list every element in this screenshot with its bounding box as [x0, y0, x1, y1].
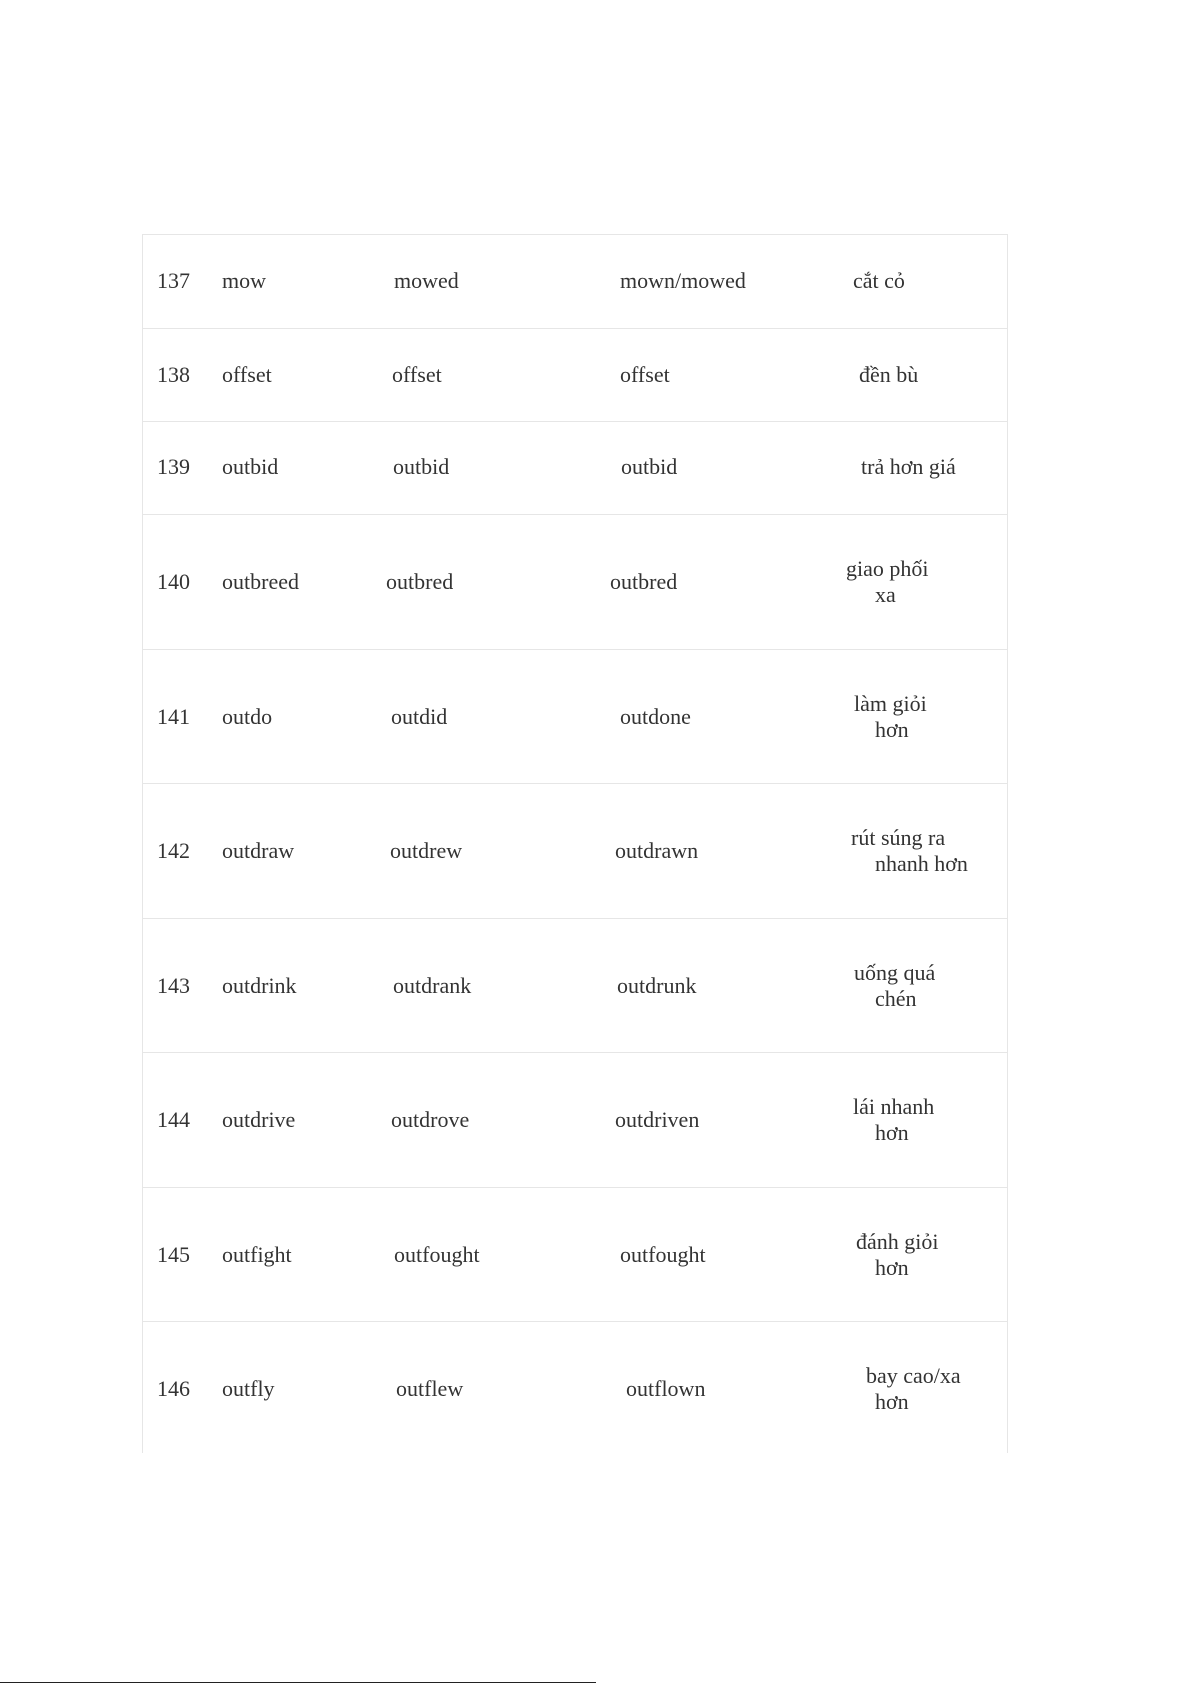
irregular-verbs-table	[142, 234, 1008, 1453]
table-row	[143, 919, 1007, 1053]
past-participle: outflown	[626, 1376, 706, 1401]
meaning-line: hơn	[875, 1389, 909, 1414]
meaning-line: uống quá	[854, 960, 936, 985]
table-row	[143, 1322, 1007, 1453]
row-number: 141	[157, 704, 190, 729]
meaning-line: xa	[875, 582, 896, 607]
base-form: outbreed	[222, 569, 299, 594]
row-number: 139	[157, 454, 190, 479]
meaning-line: hơn	[875, 717, 909, 742]
past-participle: outbid	[621, 454, 678, 479]
past-simple: outdrank	[393, 973, 472, 998]
row-number: 144	[157, 1107, 190, 1132]
base-form: outfight	[222, 1242, 292, 1267]
base-form: outdrink	[222, 973, 297, 998]
base-form: mow	[222, 268, 266, 293]
row-number: 140	[157, 569, 190, 594]
meaning	[856, 1229, 1026, 1281]
row-number: 142	[157, 838, 190, 863]
row-number: 146	[157, 1376, 190, 1401]
base-form: outfly	[222, 1376, 275, 1401]
past-simple: mowed	[394, 268, 459, 293]
meaning-line: lái nhanh	[853, 1094, 935, 1119]
base-form: outbid	[222, 454, 279, 479]
base-form: outdrive	[222, 1107, 296, 1132]
row-number: 137	[157, 268, 190, 293]
past-simple: outdrew	[390, 838, 463, 863]
meaning	[854, 960, 1024, 1012]
row-number: 145	[157, 1242, 190, 1267]
past-simple: outflew	[396, 1376, 464, 1401]
meaning	[846, 556, 1016, 608]
past-simple: outbid	[393, 454, 450, 479]
meaning-line: giao phối	[846, 556, 929, 581]
meaning-line: bay cao/xa	[866, 1363, 961, 1388]
meaning-line: hơn	[875, 1120, 909, 1145]
past-participle: outdriven	[615, 1107, 700, 1132]
past-participle: outfought	[620, 1242, 706, 1267]
meaning-line: trả hơn giá	[861, 454, 956, 479]
meaning	[859, 362, 1029, 388]
meaning-line: nhanh hơn	[875, 851, 968, 876]
meaning	[853, 1094, 1023, 1146]
past-simple: outdrove	[391, 1107, 470, 1132]
meaning-line: đền bù	[859, 362, 919, 387]
meaning-line: làm giỏi	[854, 691, 927, 716]
table-row	[143, 329, 1007, 422]
past-participle: outdone	[620, 704, 691, 729]
past-participle: outdrunk	[617, 973, 697, 998]
table-row	[143, 650, 1007, 784]
meaning-line: rút súng ra	[851, 825, 946, 850]
row-number: 143	[157, 973, 190, 998]
past-participle: outbred	[610, 569, 678, 594]
meaning	[861, 454, 1031, 480]
table-row	[143, 784, 1007, 919]
base-form: outdraw	[222, 838, 295, 863]
footnote-separator	[0, 1682, 596, 1683]
past-participle: offset	[620, 362, 670, 387]
meaning-line: đánh giỏi	[856, 1229, 939, 1254]
meaning	[866, 1363, 1036, 1415]
past-simple: outfought	[394, 1242, 480, 1267]
table-row	[143, 1188, 1007, 1322]
base-form: offset	[222, 362, 272, 387]
table-row	[143, 235, 1007, 329]
row-number: 138	[157, 362, 190, 387]
meaning-line: cắt cỏ	[853, 268, 905, 293]
meaning	[854, 691, 1024, 743]
meaning-line: chén	[875, 986, 917, 1011]
base-form: outdo	[222, 704, 273, 729]
meaning	[853, 268, 1023, 294]
table-row	[143, 422, 1007, 515]
table-row	[143, 515, 1007, 650]
meaning-line: hơn	[875, 1255, 909, 1280]
past-simple: offset	[392, 362, 442, 387]
past-participle: outdrawn	[615, 838, 699, 863]
past-participle: mown/mowed	[620, 268, 746, 293]
past-simple: outbred	[386, 569, 454, 594]
table-row	[143, 1053, 1007, 1188]
meaning	[851, 825, 1021, 877]
past-simple: outdid	[391, 704, 448, 729]
